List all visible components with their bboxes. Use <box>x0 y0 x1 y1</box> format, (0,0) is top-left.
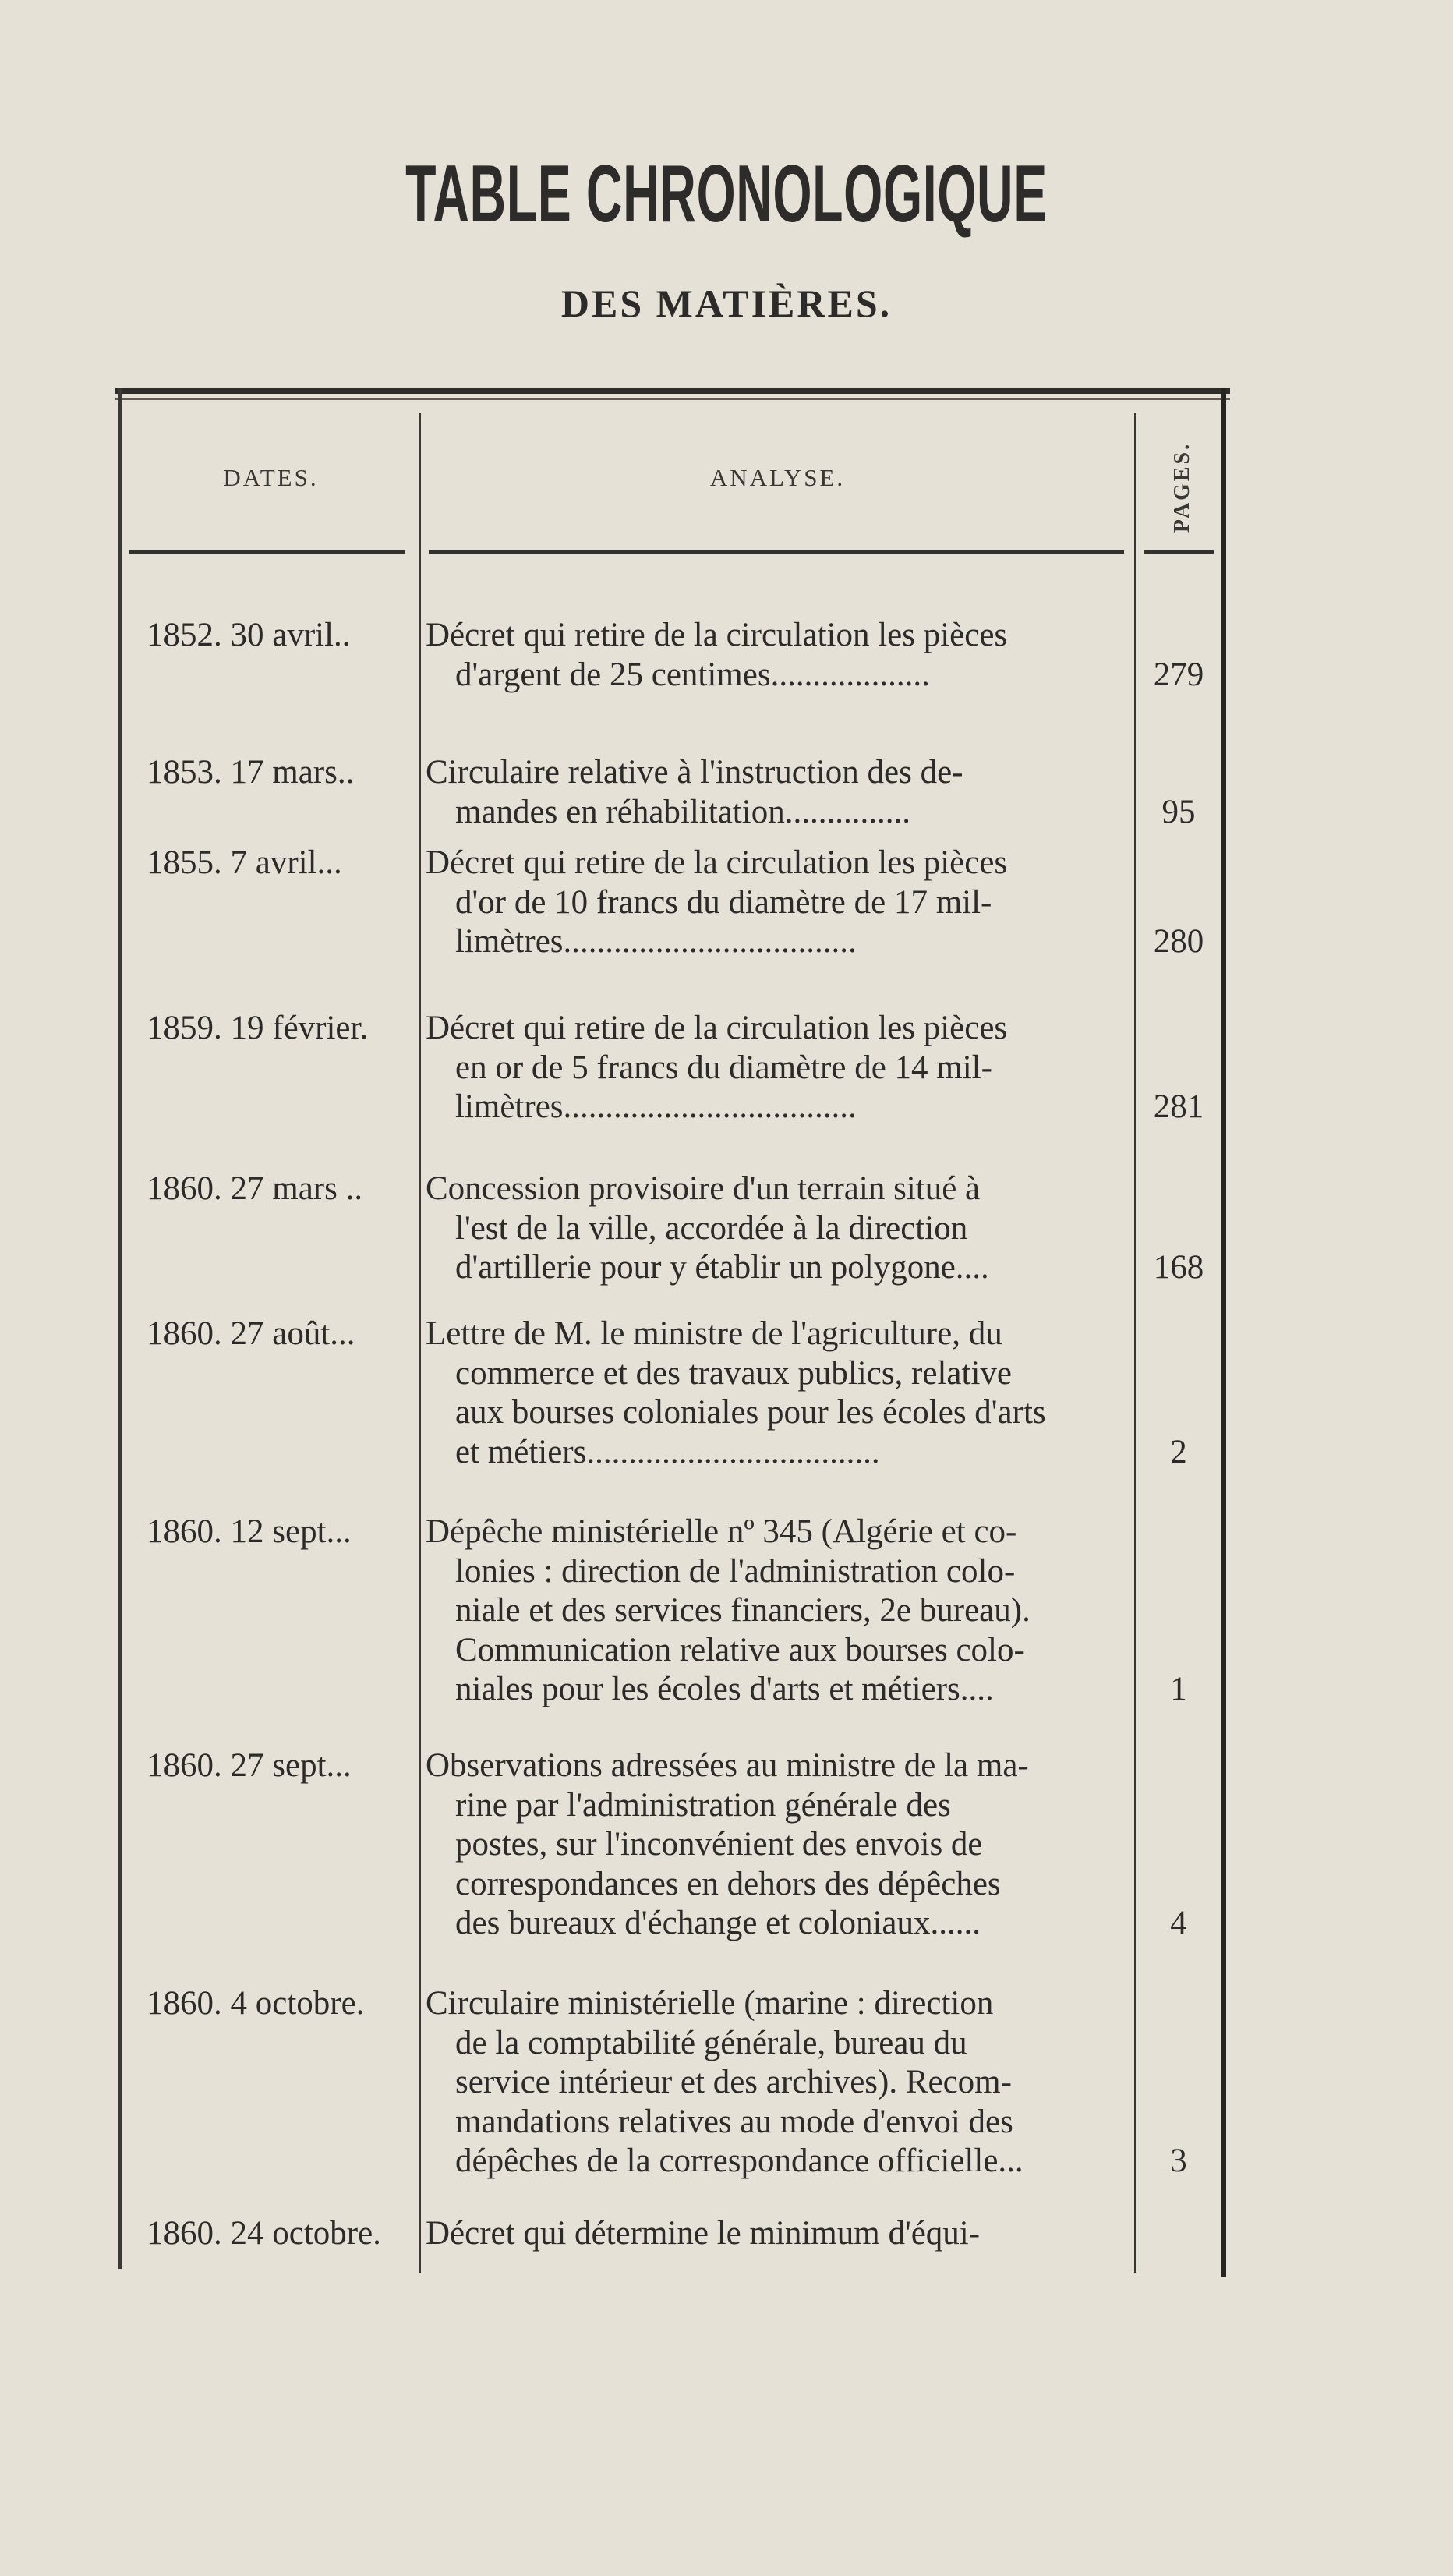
entry-date: 1860. 4 octobre. <box>147 1985 365 2022</box>
analysis-line: postes, sur l'inconvénient des envois de <box>455 1826 983 1863</box>
page-title: TABLE CHRONOLOGIQUE <box>405 149 1048 239</box>
analysis-line: limètres................................... <box>455 923 857 960</box>
header-rule-pages <box>1144 550 1214 554</box>
entry-page-number: 280 <box>1153 923 1204 960</box>
analysis-line: correspondances en dehors des dépêches <box>455 1865 1001 1902</box>
page-subtitle: DES MATIÈRES. <box>560 281 893 325</box>
column-header-analyse: ANALYSE. <box>709 464 846 491</box>
table-left-border <box>118 388 122 2269</box>
entry-analysis <box>426 1513 1126 1710</box>
entry-date: 1855. 7 avril... <box>147 844 342 881</box>
entry-analysis <box>426 1169 1126 1288</box>
entry-page-number: 4 <box>1170 1905 1187 1941</box>
entry-analysis <box>426 1746 1126 1944</box>
entry-analysis <box>426 844 1126 962</box>
analysis-line: de la comptabilité générale, bureau du <box>455 2024 967 2061</box>
entry-analysis <box>426 753 1126 832</box>
analysis-line: dépêches de la correspondance officielle... <box>455 2143 1023 2179</box>
analysis-line: d'artillerie pour y établir un polygone.... <box>455 1249 989 1286</box>
entry-date: 1860. 24 octobre. <box>147 2215 381 2252</box>
analysis-line: Décret qui détermine le minimum d'équi- <box>426 2215 981 2252</box>
entry-page-number: 279 <box>1153 656 1204 693</box>
analysis-line: et métiers................................... <box>455 1433 880 1470</box>
column-header-pages <box>1146 433 1220 542</box>
analysis-line: rine par l'administration générale des <box>455 1786 951 1824</box>
table-top-rule <box>115 388 1230 394</box>
analysis-line: Circulaire relative à l'instruction des de- <box>426 754 963 791</box>
entry-date: 1860. 27 août... <box>147 1315 355 1352</box>
analysis-line: Décret qui retire de la circulation les pièces <box>426 844 1008 881</box>
analysis-line: Lettre de M. le ministre de l'agriculture, du <box>426 1315 1002 1352</box>
entry-analysis <box>426 2214 1126 2254</box>
analysis-line: service intérieur et des archives). Recom- <box>455 2064 1012 2100</box>
analysis-line: d'argent de 25 centimes................... <box>455 656 930 693</box>
entry-analysis <box>426 1984 1126 2181</box>
entry-analysis <box>426 616 1126 695</box>
analysis-line: d'or de 10 francs du diamètre de 17 mil- <box>455 883 992 921</box>
analysis-line: Circulaire ministérielle (marine : direction <box>426 1985 994 2022</box>
entry-date: 1852. 30 avril.. <box>147 617 351 653</box>
analysis-line: Décret qui retire de la circulation les pièces <box>426 617 1008 653</box>
entry-page-number: 95 <box>1161 793 1196 830</box>
entry-date: 1860. 12 sept... <box>147 1513 352 1550</box>
table-right-border <box>1221 388 1226 2277</box>
header-rule-analyse <box>429 550 1124 554</box>
analysis-line: Communication relative aux bourses colo- <box>455 1631 1025 1668</box>
analysis-line: commerce et des travaux publics, relative <box>455 1354 1012 1392</box>
entry-page-number: 2 <box>1170 1433 1187 1470</box>
analysis-line: aux bourses coloniales pour les écoles d'arts <box>455 1394 1046 1431</box>
entry-date: 1860. 27 mars .. <box>147 1170 363 1207</box>
entry-page-number: 1 <box>1170 1671 1187 1707</box>
analysis-line: limètres................................... <box>455 1088 857 1125</box>
entry-analysis <box>426 1315 1126 1472</box>
analysis-line: lonies : direction de l'administration colo- <box>455 1552 1016 1590</box>
analysis-line: niales pour les écoles d'arts et métiers.... <box>455 1671 994 1707</box>
analysis-line: l'est de la ville, accordée à la direction <box>455 1209 968 1247</box>
header-rule-dates <box>129 550 405 554</box>
analysis-line: mandations relatives au mode d'envoi des <box>455 2103 1013 2140</box>
analysis-line: Observations adressées au ministre de la ma- <box>426 1747 1029 1784</box>
analysis-line: niale et des services financiers, 2e bureau). <box>455 1592 1031 1629</box>
entry-analysis <box>426 1009 1126 1127</box>
analysis-line: des bureaux d'échange et coloniaux...... <box>455 1905 981 1941</box>
entry-date: 1859. 19 février. <box>147 1010 369 1046</box>
entry-date: 1860. 27 sept... <box>147 1747 352 1784</box>
analysis-line: Dépêche ministérielle nº 345 (Algérie et co- <box>426 1513 1017 1550</box>
entry-page-number: 168 <box>1153 1249 1204 1286</box>
table-top-rule-thin <box>115 398 1230 400</box>
column-divider-dates <box>419 413 421 2273</box>
column-header-pages-label: PAGES. <box>1170 441 1195 533</box>
column-divider-analyse <box>1134 413 1136 2273</box>
analysis-line: Concession provisoire d'un terrain situé à <box>426 1170 981 1207</box>
entry-date: 1853. 17 mars.. <box>147 754 355 791</box>
column-header-dates: DATES. <box>223 464 319 491</box>
analysis-line: mandes en réhabilitation............... <box>455 793 910 830</box>
entry-page-number: 3 <box>1170 2143 1187 2179</box>
analysis-line: en or de 5 francs du diamètre de 14 mil- <box>455 1049 992 1086</box>
analysis-line: Décret qui retire de la circulation les pièces <box>426 1010 1008 1046</box>
entry-page-number: 281 <box>1153 1088 1204 1125</box>
